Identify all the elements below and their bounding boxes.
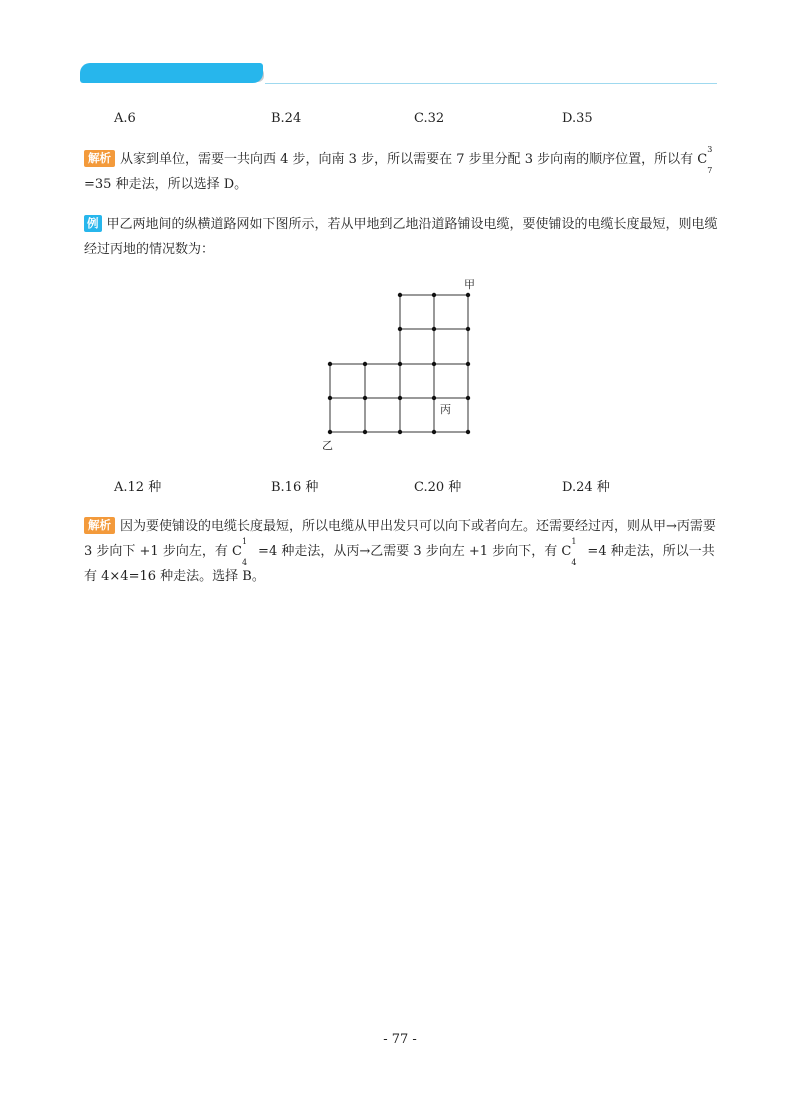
solution2-text1: 因为要使铺设的电缆长度最短，所以电缆从甲出发只可以向下或者向左。还需要经过丙，则从甲→丙需要 3 步向下 +1 步向左，有 xyxy=(84,519,716,559)
solution2-paragraph xyxy=(84,514,722,589)
option-a: A.12 种 xyxy=(114,480,162,495)
solution1-text-before: 从家到单位，需要一共向西 4 步，向南 3 步，所以需要在 7 步里分配 3 步向南的顺序位置，所以有 xyxy=(120,152,698,167)
combination-symbol: C 3 7 xyxy=(697,145,713,175)
question1-options xyxy=(0,111,800,131)
example-paragraph xyxy=(84,212,722,262)
label-bing: 丙 xyxy=(440,403,451,416)
label-yi: 乙 xyxy=(322,439,333,452)
option-d: D.35 xyxy=(562,111,593,126)
option-b: B.16 种 xyxy=(271,480,319,495)
option-d: D.24 种 xyxy=(562,480,610,495)
option-a: A.6 xyxy=(114,111,136,126)
solution1-paragraph xyxy=(84,147,722,197)
combination-symbol-2: C 1 4 xyxy=(561,537,577,567)
header-decoration-bar xyxy=(80,63,263,83)
header-divider-line xyxy=(265,83,717,84)
option-c: C.32 xyxy=(414,111,445,126)
example-text: 甲乙两地间的纵横道路网如下图所示，若从甲地到乙地沿道路铺设电缆，要使铺设的电缆长度最短，则电缆经过丙地的情况数为： xyxy=(84,217,718,257)
example-tag: 例 xyxy=(84,215,102,232)
solution2-text3: =4 种走法，所以一共有 4×4=16 种走法。选择 B。 xyxy=(84,544,715,584)
solution1-text-after: =35 种走法，所以选择 D。 xyxy=(84,177,248,192)
option-b: B.24 xyxy=(271,111,302,126)
label-jia: 甲 xyxy=(464,278,475,291)
solution-tag: 解析 xyxy=(84,517,115,534)
road-grid-figure xyxy=(318,276,488,456)
page-number: - 77 - xyxy=(383,1032,417,1047)
solution2-text2: =4 种走法，从丙→乙需要 3 步向左 +1 步向下，有 xyxy=(253,544,562,559)
question2-options xyxy=(0,476,800,496)
option-c: C.20 种 xyxy=(414,480,462,495)
combination-symbol-1: C 1 4 xyxy=(231,537,248,567)
solution-tag: 解析 xyxy=(84,150,115,167)
